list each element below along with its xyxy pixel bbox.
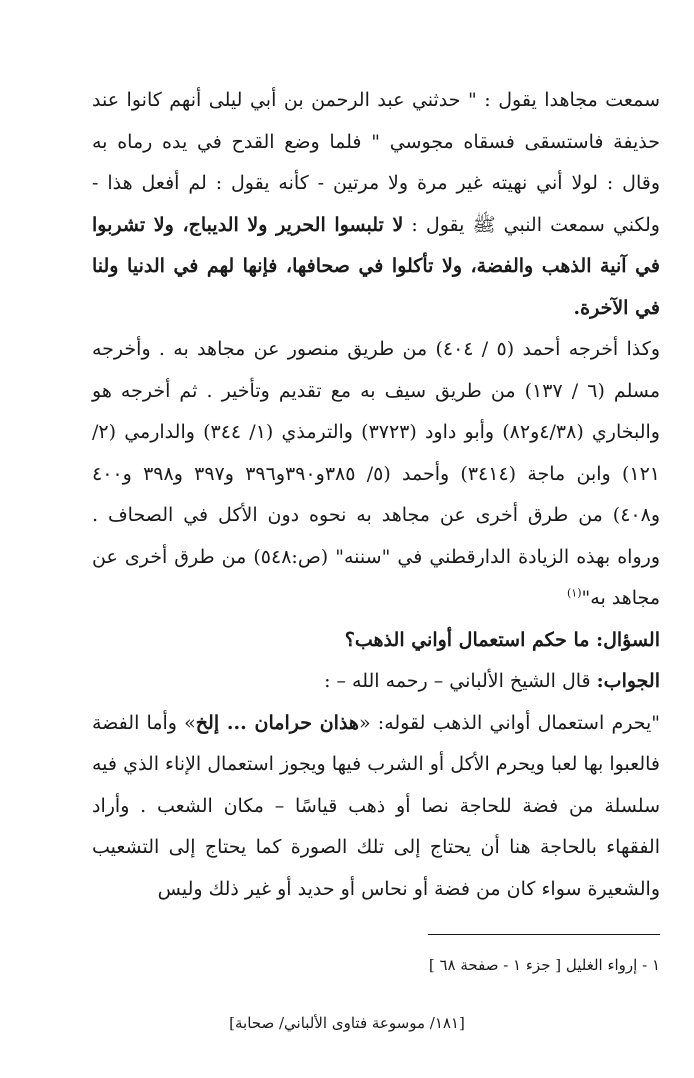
question-line [92,620,660,662]
hadith-paragraph [92,80,660,329]
answer-body-rest: » وأما الفضة فالعبوا بها لعبا ويحرم الأكل أو الشرب فيها ويجوز استعمال الإناء الذي فيه سلسلة من فضة للحاجة نصا أو ذهب قياسًا – مكان الشعب . وأراد الفقهاء بالحاجة هنا أن يحتاج إلى تلك الصورة كما يحتاج إلى التشعيب والشعيرة سواء كان من فضة أو نحاس أو حديد أو غير ذلك وليس [92,711,660,900]
quoted-hadith: هذان حرامان ... إلخ [195,711,359,734]
answer-text: قال الشيخ الألباني – رحمه الله – : [324,670,597,692]
takhrij-text: وكذا أخرجه أحمد (٥ / ٤٠٤) من طريق منصور عن مجاهد به . وأخرجه مسلم (٦ / ١٣٧) من طريق سيف به مع تقديم وتأخير . ثم أخرجه هو والبخاري (٤/٣٨و٨٢) وأبو داود (٣٧٢٣) والترمذي (١/ ٣٤٤) والدارمي (٢/ ١٢١) وابن ماجة (٣٤١٤) وأحمد (٥/ ٣٨٥و٣٩٠و٣٩٦ و٣٩٧ و٣٩٨ و٤٠٠ و٤٠٨) من طرق أخرى عن مجاهد به نحوه دون الأكل في الصحاف . ورواه بهذه الزيادة الدارقطني في "سننه" (ص:٥٤٨) من طرق أخرى عن مجاهد به" [92,338,661,609]
question-label: السؤال: [596,628,660,651]
answer-paragraph [92,703,660,911]
page-footer: [١٨١/ موسوعة فتاوى الألباني/ صحابة] [229,1014,465,1032]
footnote-marker: (١) [567,586,582,600]
question-text: ما حكم استعمال أواني الذهب؟ [344,628,597,651]
footnote: ١ - إرواء الغليل [ جزء ١ - صفحة ٦٨ ] [428,956,660,974]
hadith-narration: سمعت مجاهدا يقول : " حدثني عبد الرحمن بن أبي ليلى أنهم كانوا عند حذيفة فاستسقى فسقاه مجوسي " فلما وضع القدح في يده رماه به وقال : لولا أني نهيته غير مرة ولا مرتين - كأنه يقول : لم أفعل هذا - ولكني سمعت النبي ﷺ يقول : [92,89,660,236]
answer-label: الجواب: [596,670,660,692]
answer-line [92,661,660,703]
takhrij-paragraph [92,329,660,620]
main-text [92,80,660,910]
answer-body-start: "يحرم استعمال أواني الذهب لقوله: « [358,711,660,734]
footnote-divider [428,934,660,935]
hadith-text: لا تلبسوا الحرير ولا الديباج، ولا تشربوا في آنية الذهب والفضة، ولا تأكلوا في صحافها، فإنها لهم في الدنيا ولنا في الآخرة. [92,213,660,319]
